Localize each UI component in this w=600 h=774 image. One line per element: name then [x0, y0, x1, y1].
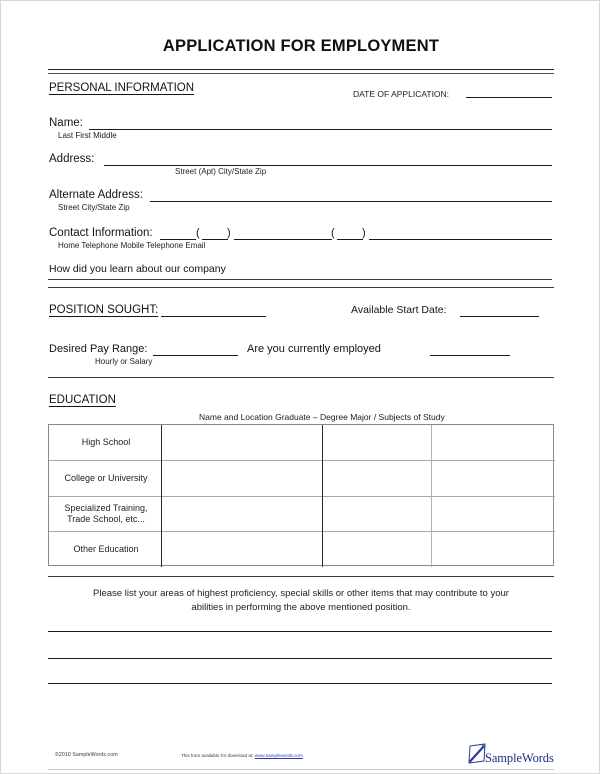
alternate-address-input[interactable] — [150, 201, 552, 202]
education-table-column-header: Name and Location Graduate – Degree Major / Subjects of Study — [199, 412, 445, 422]
education-cell[interactable] — [432, 532, 553, 566]
samplewords-link[interactable]: www.samplewords.com — [254, 753, 303, 758]
how-did-you-learn-input[interactable] — [48, 279, 552, 280]
form-content-area — [48, 1, 554, 773]
currently-employed-label: Are you currently employed — [247, 343, 381, 355]
proficiency-answer-line-2[interactable] — [48, 658, 552, 659]
education-cell[interactable] — [323, 497, 430, 531]
desired-pay-range-hint: Hourly or Salary — [95, 357, 153, 366]
education-cell[interactable] — [323, 426, 430, 460]
samplewords-logo — [466, 743, 556, 767]
education-cell[interactable] — [162, 497, 321, 531]
download-note-text: This form available for download at: — [181, 753, 255, 758]
date-of-application-input[interactable] — [466, 97, 552, 98]
logo-wordmark: SampleWords — [485, 751, 554, 765]
education-cell[interactable] — [323, 461, 430, 496]
education-cell[interactable] — [432, 426, 553, 460]
section-divider-proficiency — [48, 576, 554, 577]
available-start-date-input[interactable] — [460, 316, 539, 317]
education-row-label: Specialized Training, — [64, 503, 148, 513]
header-rule-thin — [48, 73, 554, 74]
education-cell[interactable] — [162, 426, 321, 460]
proficiency-answer-line-1[interactable] — [48, 631, 552, 632]
copyright-text: ©2010 SampleWords.com — [55, 752, 118, 758]
name-hint: Last First Middle — [58, 131, 117, 140]
alternate-address-hint: Street City/State Zip — [58, 203, 130, 212]
email-input[interactable] — [369, 239, 552, 240]
education-cell[interactable] — [432, 461, 553, 496]
header-rule-thick — [48, 69, 554, 70]
home-telephone-areacode-input[interactable] — [202, 239, 228, 240]
contact-information-label: Contact Information: — [49, 227, 153, 239]
proficiency-answer-line-3[interactable] — [48, 683, 552, 684]
section-divider-education — [48, 377, 554, 378]
page-title: APPLICATION FOR EMPLOYMENT — [162, 37, 440, 55]
address-label: Address: — [49, 153, 95, 165]
mobile-telephone-areacode-input[interactable] — [337, 239, 363, 240]
contact-information-hint: Home Telephone Mobile Telephone Email — [58, 241, 206, 250]
position-sought-input[interactable] — [161, 316, 266, 317]
education-cell[interactable] — [323, 532, 430, 566]
home-telephone-input[interactable] — [160, 239, 196, 240]
currently-employed-input[interactable] — [430, 355, 510, 356]
section-position-sought: POSITION SOUGHT: — [49, 304, 159, 316]
proficiency-line-2: abilities in performing the above mentioned position. — [191, 602, 411, 613]
address-input[interactable] — [104, 165, 552, 166]
proficiency-instructions — [66, 587, 536, 615]
mobile-phone-paren-open: ( — [331, 227, 335, 239]
education-cell[interactable] — [432, 497, 553, 531]
footer-divider — [48, 769, 554, 770]
name-label: Name: — [49, 117, 83, 129]
education-cell[interactable] — [162, 461, 321, 496]
date-of-application-label: DATE OF APPLICATION: — [353, 89, 450, 99]
education-row-label-second-line: Trade School, etc... — [67, 514, 145, 524]
available-start-date-label: Available Start Date: — [351, 304, 447, 316]
education-cell[interactable] — [162, 532, 321, 566]
address-hint: Street (Apt) City/State Zip — [175, 167, 267, 176]
how-did-you-learn-label: How did you learn about our company — [49, 263, 226, 275]
section-personal-information: PERSONAL INFORMATION — [49, 82, 195, 94]
desired-pay-range-label: Desired Pay Range: — [49, 343, 148, 355]
home-phone-paren-close: ) — [227, 227, 231, 239]
proficiency-line-1: Please list your areas of highest proficiency, special skills or other items that may contribute to your — [93, 588, 509, 599]
education-table — [48, 424, 554, 566]
section-education: EDUCATION — [49, 394, 116, 406]
education-row-label: College or University — [64, 473, 148, 483]
mobile-phone-paren-close: ) — [362, 227, 366, 239]
form-sheet — [1, 1, 599, 773]
name-input[interactable] — [89, 129, 552, 130]
education-row-label: High School — [81, 437, 131, 447]
education-row-label: Other Education — [73, 544, 139, 554]
home-phone-paren-open: ( — [196, 227, 200, 239]
alternate-address-label: Alternate Address: — [49, 189, 143, 201]
desired-pay-range-input[interactable] — [153, 355, 238, 356]
mobile-telephone-input[interactable] — [234, 239, 332, 240]
section-divider-position — [48, 287, 554, 288]
download-note — [181, 753, 303, 758]
